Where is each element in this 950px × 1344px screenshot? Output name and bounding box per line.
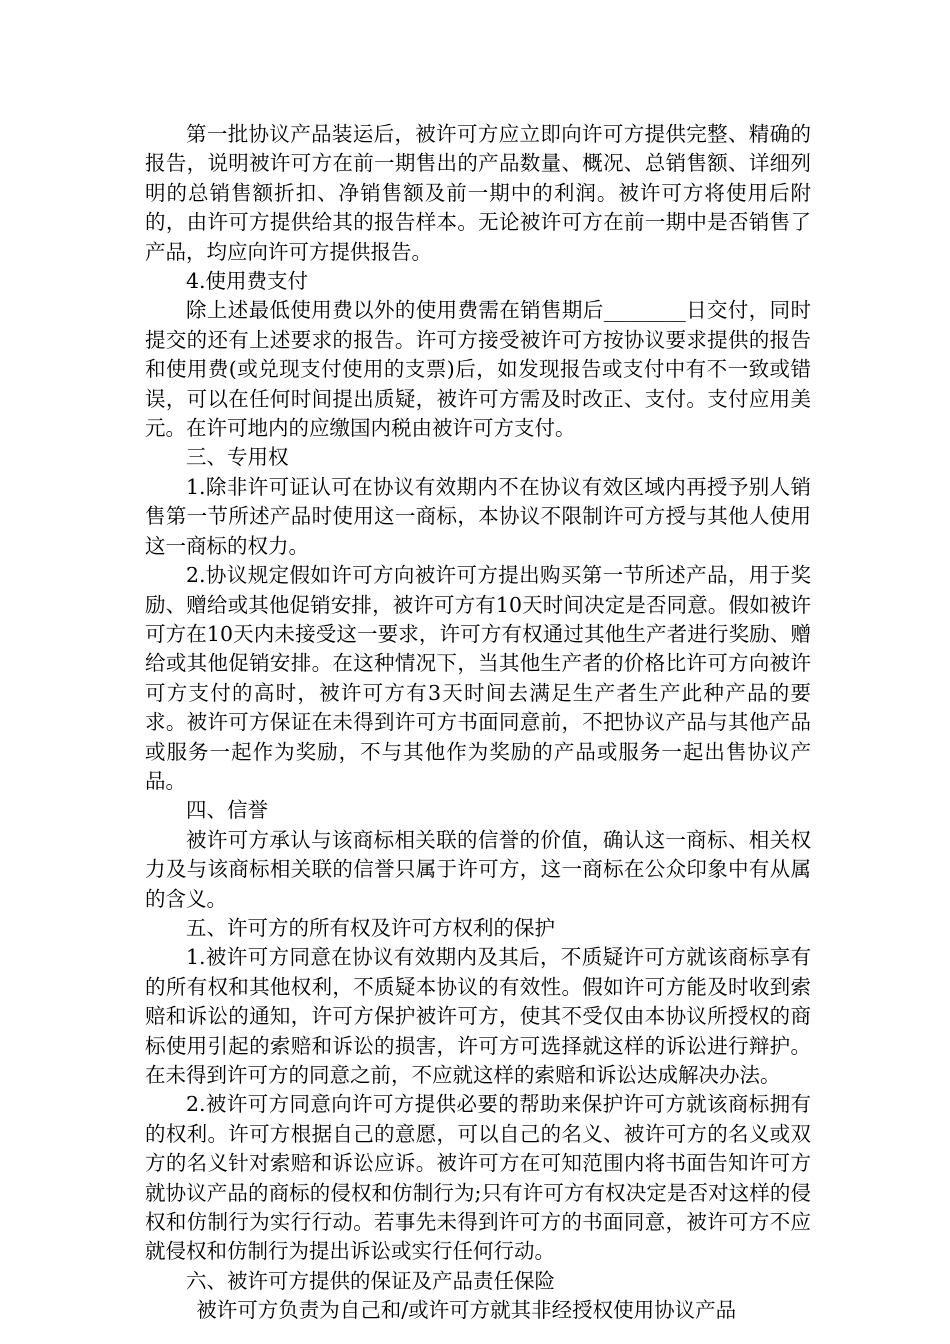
paragraph-report-obligation: 第一批协议产品装运后，被许可方应立即向许可方提供完整、精确的报告，说明被许可方在前一期售出的产品数量、概况、总销售额、详细列明的总销售额折扣、净销售额及前一期中的利润。被许可方将使用后附的，由许可方提供给其的报告样本。无论被许可方在前一期中是否销售了产品，均应向许可方提供报告。 — [145, 122, 811, 264]
paragraph-exclusive-rights-2: 2.协议规定假如许可方向被许可方提出购买第一节所述产品，用于奖励、赠给或其他促销安排，被许可方有10天时间决定是否同意。假如被许可方在10天内未接受这一要求，许可方有权通过其他生产者进行奖励、赠给或其他促销安排。在这种情况下，当其他生产者的价格比许可方向被许可方支付的高时，被许可方有3天时间去满足生产者生产此种产品的要求。被许可方保证在未得到许可方书面同意前，不把协议产品与其他产品或服务一起作为奖励，不与其他作为奖励的产品或服务一起出售协议产品。 — [145, 563, 811, 793]
paragraph-ownership-protection-1: 1.被许可方同意在协议有效期内及其后，不质疑许可方就该商标享有的所有权和其他权利，不质疑本协议的有效性。假如许可方能及时收到索赔和诉讼的通知，许可方保护被许可方，使其不受仅由本协议所授权的商标使用引起的索赔和诉讼的损害，许可方可选择就这样的诉讼进行辩护。在未得到许可方的同意之前，不应就这样的索赔和诉讼达成解决办法。 — [145, 945, 811, 1087]
heading-royalty-payment: 4.使用费支付 — [186, 269, 309, 294]
document-page — [145, 120, 811, 1326]
heading-goodwill: 四、信誉 — [186, 798, 268, 823]
paragraph-warranty-insurance: 被许可方负责为自己和/或许可方就其非经授权使用协议产品 — [196, 1298, 737, 1323]
paragraph-ownership-protection-2: 2.被许可方同意向许可方提供必要的帮助来保护许可方就该商标拥有的权利。许可方根据自己的意愿，可以自己的名义、被许可方的名义或双方的名义针对索赔和诉讼应诉。被许可方在可知范围内将书面告知许可方就协议产品的商标的侵权和仿制行为;只有许可方有权决定是否对这样的侵权和仿制行为实行行动。若事先未得到许可方的书面同意，被许可方不应就侵权和仿制行为提出诉讼或实行任何行动。 — [145, 1092, 811, 1264]
paragraph-exclusive-rights-1: 1.除非许可证认可在协议有效期内不在协议有效区域内再授予别人销售第一节所述产品时使用这一商标，本协议不限制许可方授与其他人使用这一商标的权力。 — [145, 474, 811, 558]
paragraph-goodwill: 被许可方承认与该商标相关联的信誉的价值，确认这一商标、相关权力及与该商标相关联的信誉只属于许可方，这一商标在公众印象中有从属的含义。 — [145, 827, 811, 911]
heading-exclusive-rights: 三、专用权 — [186, 445, 289, 470]
heading-ownership-protection: 五、许可方的所有权及许可方权利的保护 — [186, 915, 555, 940]
heading-warranty-insurance: 六、被许可方提供的保证及产品责任保险 — [186, 1268, 555, 1293]
paragraph-royalty-payment: 除上述最低使用费以外的使用费需在销售期后________日交付，同时提交的还有上述要求的报告。许可方接受被许可方按协议要求提供的报告和使用费(或兑现支付使用的支票)后，如发现报告或支付中有不一致或错误，可以在任何时间提出质疑，被许可方需及时改正、支付。支付应用美元。在许可地内的应缴国内税由被许可方支付。 — [145, 298, 811, 441]
